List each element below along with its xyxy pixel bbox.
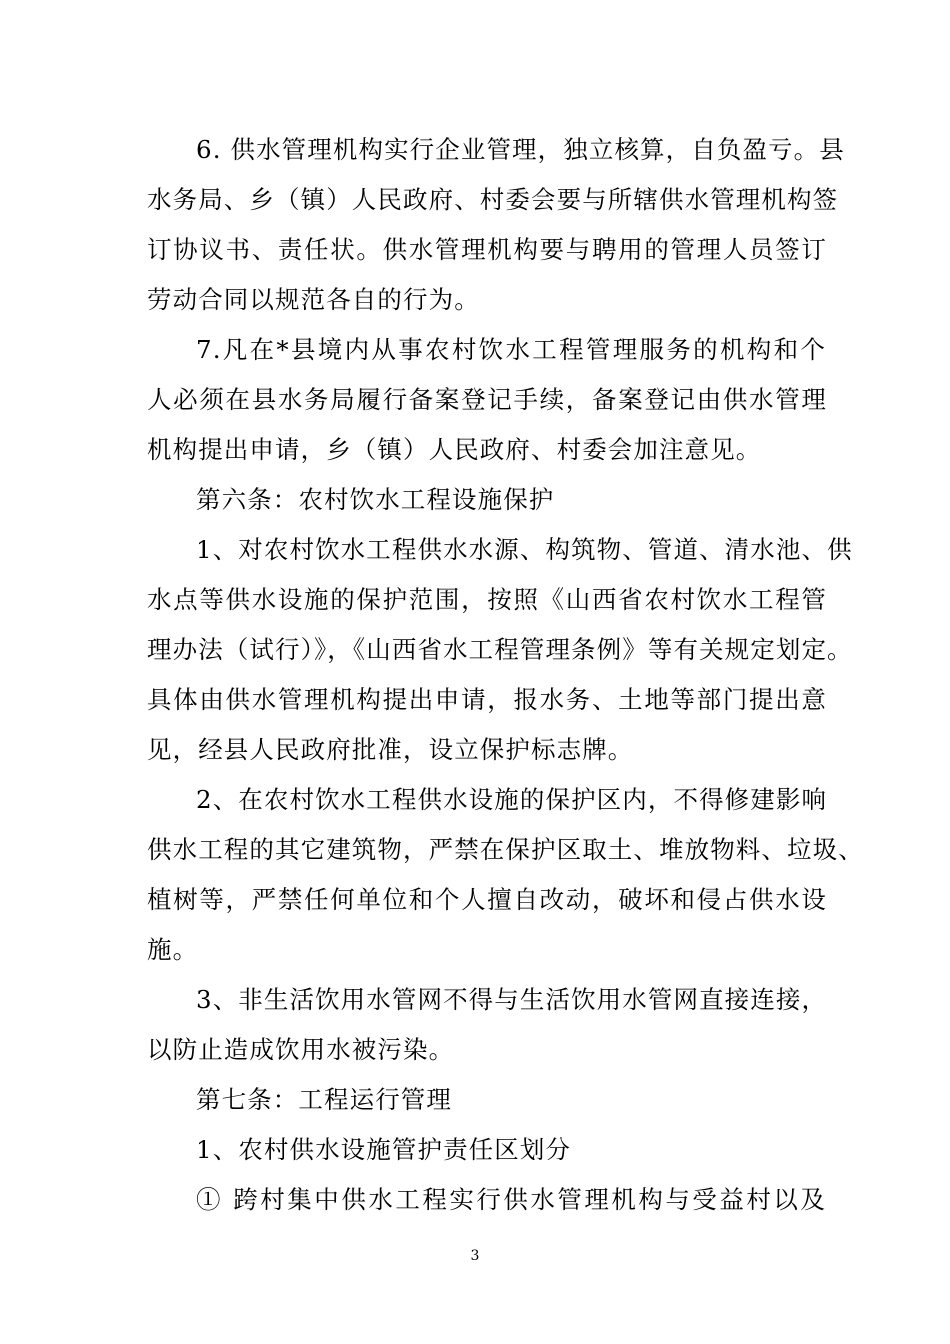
paragraph-line: 1、对农村饮水工程供水水源、构筑物、管道、清水池、供 (196, 535, 853, 564)
paragraph-line: 3、非生活饮用水管网不得与生活饮用水管网直接连接， (196, 985, 828, 1014)
paragraph-line: 机构提出申请，乡（镇）人民政府、村委会加注意见。 (147, 435, 762, 464)
paragraph-line: 7.凡在*县境内从事农村饮水工程管理服务的机构和个 (196, 335, 826, 364)
paragraph-line: 植树等，严禁任何单位和个人擅自改动，破坏和侵占供水设 (147, 885, 827, 914)
paragraph-line: ① 跨村集中供水工程实行供水管理机构与受益村以及 (196, 1185, 826, 1214)
paragraph-line: 6. 供水管理机构实行企业管理，独立核算，自负盈亏。县 (196, 135, 845, 164)
page-number: 3 (470, 1248, 480, 1264)
section-heading: 第六条：农村饮水工程设施保护 (196, 485, 555, 514)
paragraph-line: 以防止造成饮用水被污染。 (147, 1035, 455, 1064)
paragraph-line: 理办法（试行）》，《山西省水工程管理条例》等有关规定划定。 (147, 635, 853, 664)
paragraph-line: 见，经县人民政府批准，设立保护标志牌。 (147, 735, 634, 764)
paragraph-line: 劳动合同以规范各自的行为。 (147, 285, 480, 314)
paragraph-line: 订协议书、责任状。供水管理机构要与聘用的管理人员签订 (147, 235, 827, 264)
paragraph-line: 人必须在县水务局履行备案登记手续，备案登记由供水管理 (147, 385, 827, 414)
paragraph-line: 水务局、乡（镇）人民政府、村委会要与所辖供水管理机构签 (147, 185, 839, 214)
section-heading: 第七条：工程运行管理 (196, 1085, 452, 1114)
paragraph-line: 水点等供水设施的保护范围，按照《山西省农村饮水工程管 (147, 585, 827, 614)
paragraph-line: 2、在农村饮水工程供水设施的保护区内，不得修建影响 (196, 785, 828, 814)
paragraph-line: 供水工程的其它建筑物，严禁在保护区取土、堆放物料、垃圾、 (147, 835, 864, 864)
paragraph-line: 1、农村供水设施管护责任区划分 (196, 1135, 572, 1164)
paragraph-line: 施。 (147, 935, 199, 964)
paragraph-line: 具体由供水管理机构提出申请，报水务、土地等部门提出意 (147, 685, 827, 714)
